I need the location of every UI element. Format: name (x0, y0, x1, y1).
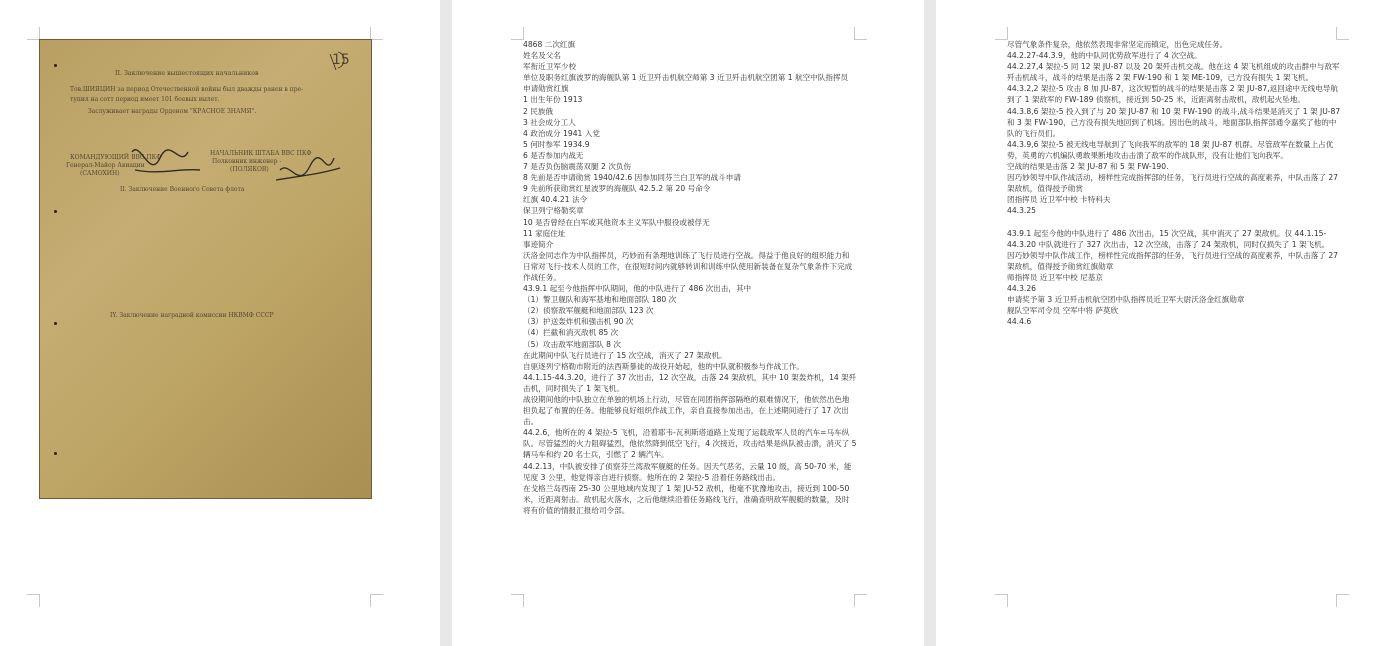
text-line: 保卫列宁格勒奖章 (523, 206, 584, 216)
text-line: 44.3.26 (1007, 283, 1036, 293)
text-line: （2）侦察敌军舰艇和地面部队 123 次 (523, 306, 654, 316)
text-line: 尽管气象条件复杂，他依然表现非常坚定而镇定，出色完成任务。 (1007, 40, 1228, 49)
blank-line (1007, 217, 1341, 228)
text-line: 申请奖予第 3 近卫歼击机航空团中队指挥员近卫军大尉沃洛金红旗勋章 (1007, 295, 1245, 305)
text-line: （3）护送轰炸机和强击机 90 次 (523, 317, 634, 327)
text-line: 44.3.25 (1007, 206, 1036, 216)
text-line: 空战的结果是击落 2 架 JU-87 和 5 架 FW-190. (1007, 162, 1169, 172)
text-line: 战役期间他的中队独立在单独的机场上行动，尽管在同团指挥部隔绝的艰难情况下，他依然出色地担负起了布置的任务。他能够良好组织作战工作，亲自直接参加出击，在上述期间进行了 17 次出击。 (523, 395, 850, 427)
text-line: 44.3.2,2 架拉-5 攻击 8 加 JU-87，这次短暂的战斗的结果是击落 2 架 JU-87,返回途中无线电导航到了 1 架敌军的 FW-189 侦察机，接近到 50-25 米，近距离射击敌机，敌机起火坠地。 (1007, 84, 1338, 105)
text-line: 44.2.27,4 架拉-5 同 12 架 JU-87 以及 20 架歼击机交战。他在这 4 架飞机组成的攻击群中与敌军歼击机战斗，战斗的结果是击落 2 架 FW-190 和 1 架 ME-109，己方没有损失 1 架飞机。 (1007, 62, 1340, 83)
scan-paragraph-line: тупил на сотт период имеет 101 боевых вылет. (70, 96, 220, 103)
text-line: 7 是否负伤脑震荡双腿 2 次负伤 (523, 162, 632, 172)
text-line: 沃洛金同志作为中队指挥员，巧妙而有条理地训练了飞行员进行空战。得益于他良好的组织能力和日常对飞行-技术人员的工作，在很短时间内就够转训和训练中队使用新装备在复杂气象条件下完成作战任务。 (523, 250, 853, 282)
corner-mark (995, 594, 1008, 607)
text-line: 军衔近卫军少校 (523, 62, 577, 72)
text-line: 43.9.1 起至今他指挥中队期间，他的中队进行了 486 次出击，其中 (523, 284, 752, 294)
handwritten-signatures (40, 40, 371, 498)
text-line: （1）警卫舰队和海军基地和地面部队 180 次 (523, 295, 677, 305)
scan-signature-left-line: (САМОХИН) (80, 170, 120, 177)
text-line: 申请勋赏红旗 (523, 84, 569, 94)
text-line: 43.9.1 起至今他的中队进行了 486 次出击，15 次空战，其中消灭了 27 架敌机。仅 44.1.15-44.3.20 中队就进行了 327 次出击，12 次空战，击落了 24 架敌机，同时仅损失了 1 架飞机。 (1007, 228, 1330, 249)
text-line: 4 政治成分 1941 入党 (523, 128, 600, 138)
text-line: 团指挥员 近卫军中校 卡特科夫 (1007, 195, 1111, 205)
text-line: 舰队空军司令员 空军中将 萨莫欣 (1007, 306, 1119, 316)
document-page-3 (936, 0, 1400, 646)
scan-heading-2: II. Заключение вышестоящих начальников (115, 70, 259, 77)
scan-paragraph-line: Тов.ШИЯЦИН за период Отечественной войны был дважды ранен в пре- (70, 86, 304, 93)
corner-mark (370, 594, 383, 607)
scan-paragraph-line: Заслуживает награды Орденом "КРАСНОЕ ЗНАМЯ". (88, 108, 257, 115)
text-line: 44.1.15-44.3.20，进行了 37 次出击，12 次空战，击落 24 架敌机，其中 10 架轰炸机，14 架歼击机，同时损失了 1 架飞机。 (523, 372, 857, 393)
scan-signature-right-line: (ПОЛЯКОВ) (230, 166, 269, 173)
text-line: 6 是否参加内战无 (523, 150, 584, 160)
binding-hole (54, 322, 57, 325)
text-line: （4）拦截和消灭敌机 85 次 (523, 328, 619, 338)
text-line: 9 先前所获勋赏红星波罗的海舰队 42.5.2 第 20 号命令 (523, 184, 711, 194)
text-line: 44.2.13，中队被安排了侦察芬兰湾敌军舰艇的任务。因天气恶劣，云量 10 级，高 50-70 米，能见度 3 公里，他觉得亲自进行侦察。他所在的 2 架拉-5 沿着任务路线出击。 (523, 461, 852, 482)
text-line: 8 先前是否申请勋赏 1940/42.6 因参加同芬兰白卫军的战斗申请 (523, 173, 741, 183)
scan-heading-3: II. Заключение Военного Совета флота (120, 186, 245, 193)
page-2-text-body (523, 39, 857, 516)
text-line: 10 是否曾经在白军或其他资本主义军队中服役或被俘无 (523, 217, 710, 227)
text-line: 3 社会成分工人 (523, 117, 576, 127)
text-line: 44.3.9,6 架拉-5 被无线电导航到了飞向我军的敌军的 18 架 JU-87 机群。尽管敌军在数量上占优势，英勇的六机编队勇敢果断地攻击击溃了敌军的作战队形，没有让他们飞向我军。 (1007, 139, 1334, 160)
corner-mark (1336, 594, 1349, 607)
handwritten-page-number: 15 (332, 52, 350, 68)
binding-hole (54, 64, 57, 67)
scan-heading-4: IY. Заключение наградной комиссии НКВМФ СССР (110, 312, 274, 319)
document-page-2 (452, 0, 924, 646)
text-line: 因巧妙领导中队作战活动，榜样性完成指挥部的任务，飞行员进行空战的高度素养，中队击落了 27 架敌机，值得授予勋赏 (1007, 173, 1339, 194)
document-page-1 (0, 0, 440, 646)
scan-signature-right-line: НАЧАЛЬНИК ШТАБА ВВС ПКФ (210, 150, 312, 157)
text-line: 在此期间中队飞行员进行了 15 次空战，消灭了 27 架敌机。 (523, 350, 727, 360)
scan-signature-left-line: Генерал-Майор Авиации (66, 162, 145, 169)
binding-hole (54, 210, 57, 213)
text-line: 1 出生年份 1913 (523, 95, 583, 105)
text-line: 2 民族俄 (523, 106, 554, 116)
text-line: 师指挥员 近卫军中校 尼基京 (1007, 272, 1103, 282)
text-line: 44.2.27-44.3.9，他的中队同优势敌军进行了 4 次空战。 (1007, 51, 1202, 61)
corner-mark (27, 594, 40, 607)
text-line: （5）攻击敌军地面部队 8 次 (523, 339, 622, 349)
text-line: 11 家庭住址 (523, 228, 566, 238)
text-line: 红旗 40.4.21 法令 (523, 195, 588, 205)
text-line: 姓名及父名 (523, 51, 561, 61)
corner-mark (854, 594, 867, 607)
text-line: 44.4.6 (1007, 317, 1032, 327)
text-line: 在戈格兰岛西南 25-30 公里地域内发现了 1 架 JU-52 敌机，他毫不犹豫地攻击，接近到 100-50 米，近距离射击。敌机起火落水，之后他继续沿着任务路线飞行，准确查明敌军舰艇的数量，及时将有价值的情报汇报给司令部。 (523, 483, 850, 515)
scanned-award-sheet-image (39, 39, 372, 499)
binding-hole (54, 452, 57, 455)
scan-signature-left-line: КОМАНДУЮЩИЙ ВВС ПКФ (70, 154, 162, 161)
text-line: 44.3.8,6 架拉-5 投入到了与 20 架 JU-87 和 10 架 FW-190 的战斗,战斗结果是消灭了 1 架 JU-87 和 3 架 FW-190，己方没有损失地回到了机场。因出色的战斗，地面部队指挥部通令嘉奖了他的中队的飞行员们。 (1007, 106, 1341, 138)
page-3-text-body (1007, 39, 1341, 327)
text-line: 自驱逐列宁格勒市附近的法西斯暴徒的战役开始起，他的中队就积极参与作战工作。 (523, 361, 804, 371)
text-line: 4868 二次红旗 (523, 40, 576, 49)
text-line: 44.2.6，他所在的 4 架拉-5 飞机，沿着耶韦-瓦利斯塔道路上发现了运载敌军人员的汽车=马车纵队。尽管猛烈的火力阻碍猛烈，他依然降到低空飞行，4 次接近，攻击结果是纵队被击溃，消灭了 5 辆马车和约 20 名士兵，引燃了 2 辆汽车。 (523, 428, 857, 460)
scan-signature-right-line: Полковник инженер - (212, 158, 282, 165)
corner-mark (511, 594, 524, 607)
text-line: 因巧妙领导中队作战工作，榜样性完成指挥部的任务，飞行员进行空战的高度素养，中队击落了 27 架敌机，值得授予勋赏红旗勋章 (1007, 250, 1339, 271)
text-line: 5 何时参军 1934.9 (523, 139, 590, 149)
text-line: 事迹简介 (523, 239, 554, 249)
text-line: 单位及职务红旗波罗的海舰队第 1 近卫歼击机航空师第 3 近卫歼击机航空团第 1 航空中队指挥员 (523, 73, 849, 83)
